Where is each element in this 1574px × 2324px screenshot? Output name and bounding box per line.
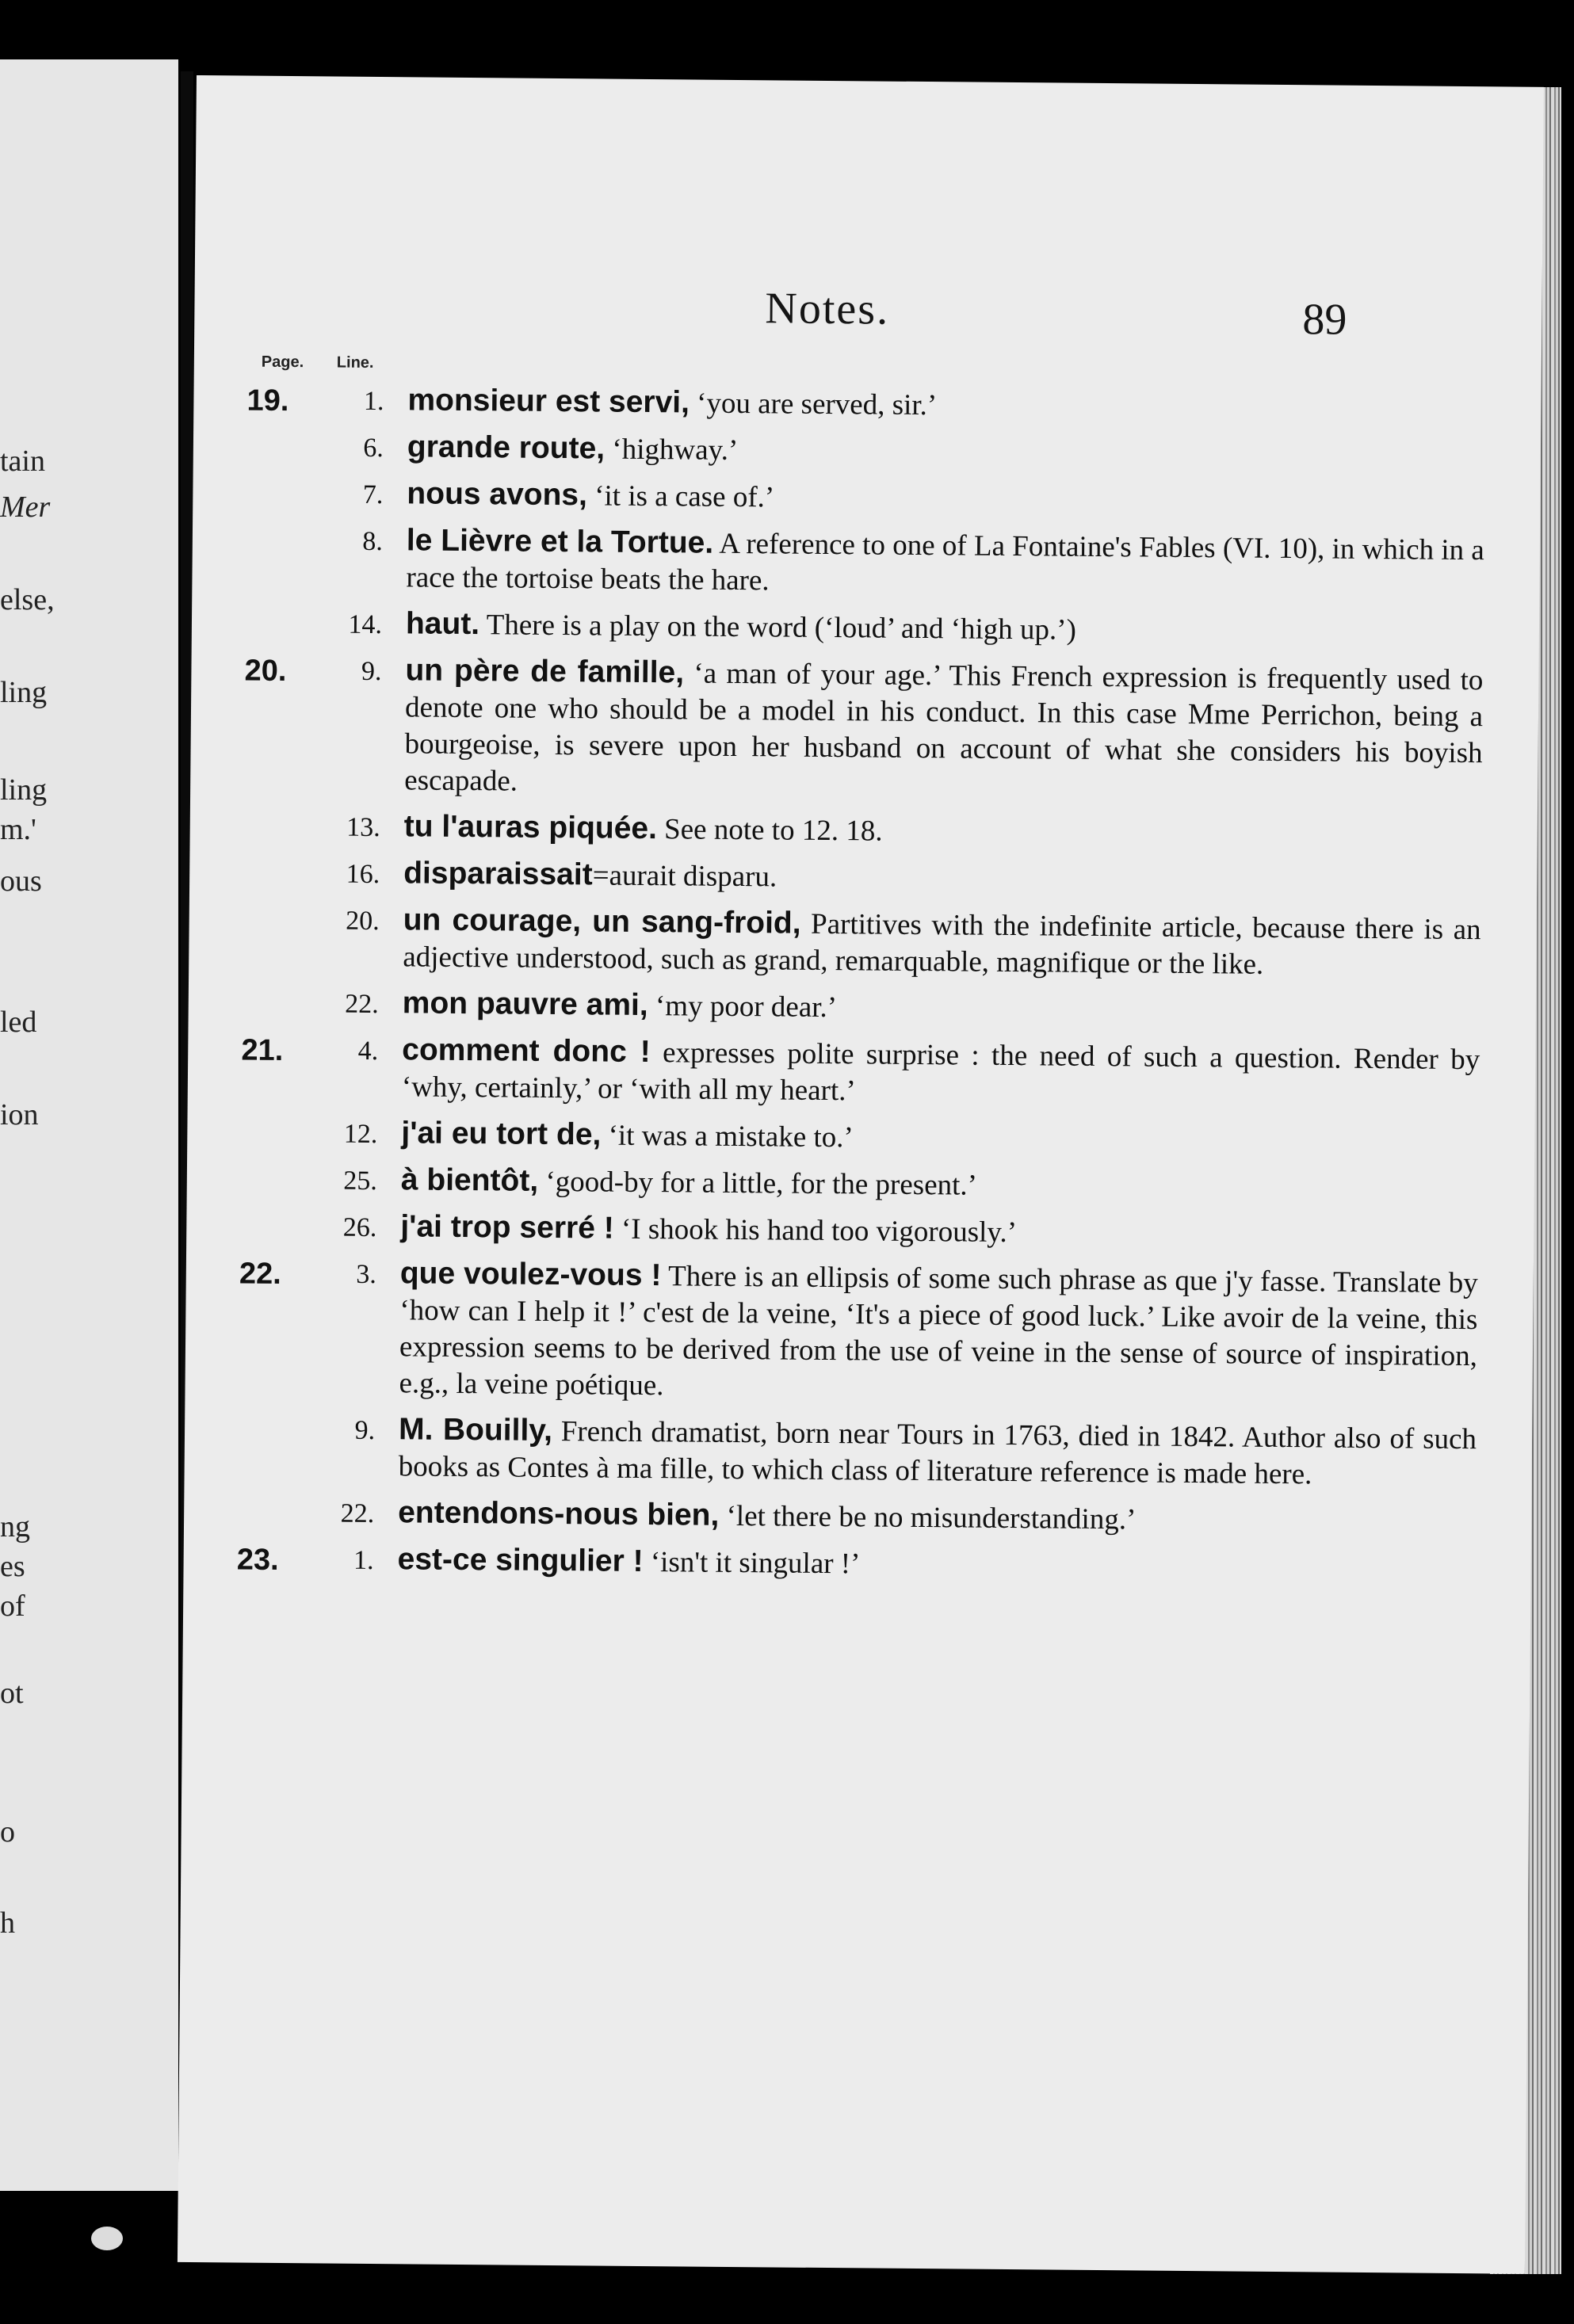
note-headword: j'ai trop serré ! — [400, 1209, 614, 1246]
note-page-number — [190, 810, 285, 811]
note-page-number — [187, 1163, 282, 1164]
note-gloss: expresses polite surprise : the need of such a question. Render by ‘why, certainly,’ or ‘with all my heart.’ — [401, 1036, 1480, 1108]
note-text — [401, 1162, 1479, 1208]
facing-page-fragment: tain — [0, 445, 45, 478]
note-entry — [184, 1410, 1532, 1495]
note-entry — [189, 853, 1537, 903]
note-text — [403, 985, 1480, 1032]
facing-page-fragment: es — [0, 1550, 25, 1583]
facing-page-fragment: Mer — [0, 490, 51, 524]
note-line-number: 20. — [346, 906, 380, 937]
note-line-number: 9. — [361, 656, 382, 687]
note-gloss: ‘it was a mistake to.’ — [601, 1119, 854, 1154]
note-line-number: 12. — [343, 1119, 378, 1150]
note-page-number — [193, 430, 288, 431]
note-page-number — [193, 477, 288, 478]
note-entry — [184, 1493, 1531, 1542]
note-headword: le Lièvre et la Tortue. — [406, 523, 714, 560]
note-headword: nous avons, — [407, 476, 588, 513]
note-headword: que voulez-vous ! — [399, 1256, 662, 1293]
note-text — [407, 475, 1484, 522]
note-page-number: 20. — [244, 654, 287, 689]
book-page — [178, 75, 1544, 2274]
note-headword: un courage, un sang-froid, — [403, 903, 801, 941]
note-gloss: ‘highway.’ — [604, 433, 739, 467]
note-entry — [185, 1254, 1534, 1412]
note-line-number: 13. — [346, 812, 380, 843]
note-text — [402, 1032, 1480, 1115]
note-gloss: ‘good-by for a little, for the present.’ — [537, 1165, 978, 1202]
note-entry — [190, 807, 1538, 856]
note-entry — [186, 1207, 1534, 1256]
facing-page-fragment: ng — [0, 1510, 30, 1544]
note-page-number — [188, 1116, 283, 1117]
note-text — [407, 382, 1485, 429]
note-page-number: 19. — [246, 384, 289, 418]
facing-page-fragment: led — [0, 1006, 37, 1039]
note-entry — [193, 427, 1541, 476]
note-gloss: ‘let there be no misunderstanding.’ — [719, 1499, 1137, 1536]
facing-page — [0, 59, 178, 2191]
note-line-number: 1. — [363, 386, 384, 417]
note-headword: un père de famille, — [405, 653, 685, 690]
note-gloss: Partitives with the indefinite article, because there is an adjective understood, such as grand, remarquable, magnifique or the like. — [403, 907, 1481, 981]
column-head-line: Line. — [336, 353, 374, 372]
note-gloss: ‘I shook his hand too vigorously.’ — [613, 1212, 1018, 1250]
note-entry — [183, 1540, 1530, 1589]
note-gloss: French dramatist, born near Tours in 1763, died in 1842. Author also of such books as Contes à ma fille, to which class of literature reference is made here. — [398, 1414, 1477, 1491]
note-page-number: 22. — [239, 1257, 281, 1291]
note-line-number: 26. — [342, 1212, 377, 1243]
note-page-number — [187, 1210, 282, 1211]
note-gloss: There is an ellipsis of some such phrase as que j'y fasse. Translate by ‘how can I help it !’ c'est de la veine, ‘It's a piece of good luck.’ Like avoir de la veine, this expression seems to be derived from the use of veine in the sense of source of inspiration, e.g., la veine poétique. — [399, 1260, 1478, 1402]
note-text — [397, 1541, 1475, 1588]
note-gloss: =aurait disparu. — [592, 859, 777, 894]
note-entry — [189, 900, 1537, 986]
note-line-number: 7. — [362, 479, 384, 510]
note-headword: grande route, — [407, 429, 606, 466]
note-page-number — [189, 903, 285, 904]
note-text — [398, 1494, 1476, 1541]
note-text — [404, 808, 1482, 855]
note-headword: à bientôt, — [400, 1162, 539, 1198]
running-title: Notes. — [765, 284, 890, 334]
note-text — [404, 652, 1484, 808]
note-text — [398, 1411, 1477, 1494]
note-line-number: 14. — [348, 609, 383, 640]
note-line-number: 4. — [357, 1036, 379, 1067]
note-gloss: There is a play on the word (‘loud’ and ‘high up.’) — [479, 609, 1077, 647]
note-entry — [192, 604, 1539, 653]
note-gloss: ‘my poor dear.’ — [648, 990, 838, 1025]
note-page-number — [184, 1496, 279, 1497]
note-gloss: ‘it is a case of.’ — [586, 479, 775, 514]
note-gloss: See note to 12. 18. — [656, 813, 883, 848]
note-entry — [188, 1030, 1536, 1116]
note-gloss: ‘a man of your age.’ This French expression is frequently used to denote one who should be a model in his conduct. In this case Mme Perrichon, being a bourgeoise, is severe upon her husband on account of what she considers his boyish escapade. — [404, 657, 1484, 798]
note-headword: monsieur est servi, — [407, 383, 690, 420]
note-text — [407, 429, 1485, 475]
note-headword: mon pauvre ami, — [402, 986, 648, 1023]
note-entry — [187, 1113, 1534, 1162]
facing-page-fragment: ion — [0, 1098, 39, 1131]
note-headword: M. Bouilly, — [398, 1412, 553, 1448]
note-entry — [192, 521, 1540, 606]
facing-page-fragment: h — [0, 1906, 15, 1940]
note-headword: comment donc ! — [402, 1032, 651, 1070]
note-line-number: 25. — [343, 1166, 377, 1196]
note-line-number: 3. — [356, 1259, 376, 1290]
note-entry — [187, 1160, 1534, 1209]
facing-page-fragment: else, — [0, 583, 55, 616]
note-entry — [190, 651, 1539, 809]
note-text — [403, 855, 1481, 902]
note-page-number — [189, 986, 284, 987]
note-headword: j'ai eu tort de, — [401, 1116, 602, 1152]
note-headword: entendons-nous bien, — [397, 1495, 720, 1532]
note-page-number: 21. — [241, 1033, 284, 1067]
note-text — [400, 1208, 1478, 1255]
note-gloss: A reference to one of La Fontaine's Fables (VI. 10), in which in a race the tortoise beats the hare. — [406, 527, 1485, 597]
note-line-number: 8. — [362, 526, 384, 557]
note-gloss: ‘you are served, sir.’ — [689, 387, 938, 422]
facing-page-fragment: ling — [0, 773, 48, 807]
note-headword: tu l'auras piquée. — [403, 809, 658, 846]
note-text — [403, 902, 1481, 985]
note-line-number: 6. — [363, 433, 384, 464]
note-line-number: 9. — [354, 1415, 376, 1446]
note-page-number: 23. — [236, 1543, 279, 1577]
facing-page-fragment: ot — [0, 1677, 24, 1710]
note-page-number — [193, 524, 288, 525]
note-text — [406, 522, 1484, 605]
column-head-page: Page. — [261, 353, 304, 372]
note-line-number: 1. — [353, 1545, 374, 1576]
facing-page-fragment: m.' — [0, 813, 36, 846]
page-number: 89 — [1302, 295, 1347, 345]
note-line-number: 16. — [346, 859, 380, 890]
facing-page-fragment: o — [0, 1815, 15, 1849]
note-headword: disparaissait — [403, 856, 593, 892]
note-text — [406, 605, 1484, 652]
note-line-number: 22. — [345, 989, 379, 1020]
note-page-number — [185, 1413, 280, 1414]
stain-mark — [91, 2227, 123, 2250]
facing-page-fragment: of — [0, 1589, 25, 1623]
note-entry — [193, 474, 1540, 523]
note-page-number — [192, 607, 287, 608]
note-line-number: 22. — [340, 1498, 375, 1529]
note-entry — [193, 380, 1541, 429]
facing-page-fragment: ous — [0, 864, 42, 898]
note-entry — [189, 983, 1536, 1032]
note-text — [399, 1255, 1478, 1411]
facing-page-fragment: ling — [0, 676, 48, 709]
note-headword: haut. — [405, 606, 480, 642]
note-gloss: ‘isn't it singular !’ — [643, 1545, 861, 1581]
note-text — [401, 1115, 1479, 1162]
note-headword: est-ce singulier ! — [397, 1542, 644, 1578]
notes-list — [183, 380, 1541, 1598]
page-header — [195, 278, 1542, 345]
